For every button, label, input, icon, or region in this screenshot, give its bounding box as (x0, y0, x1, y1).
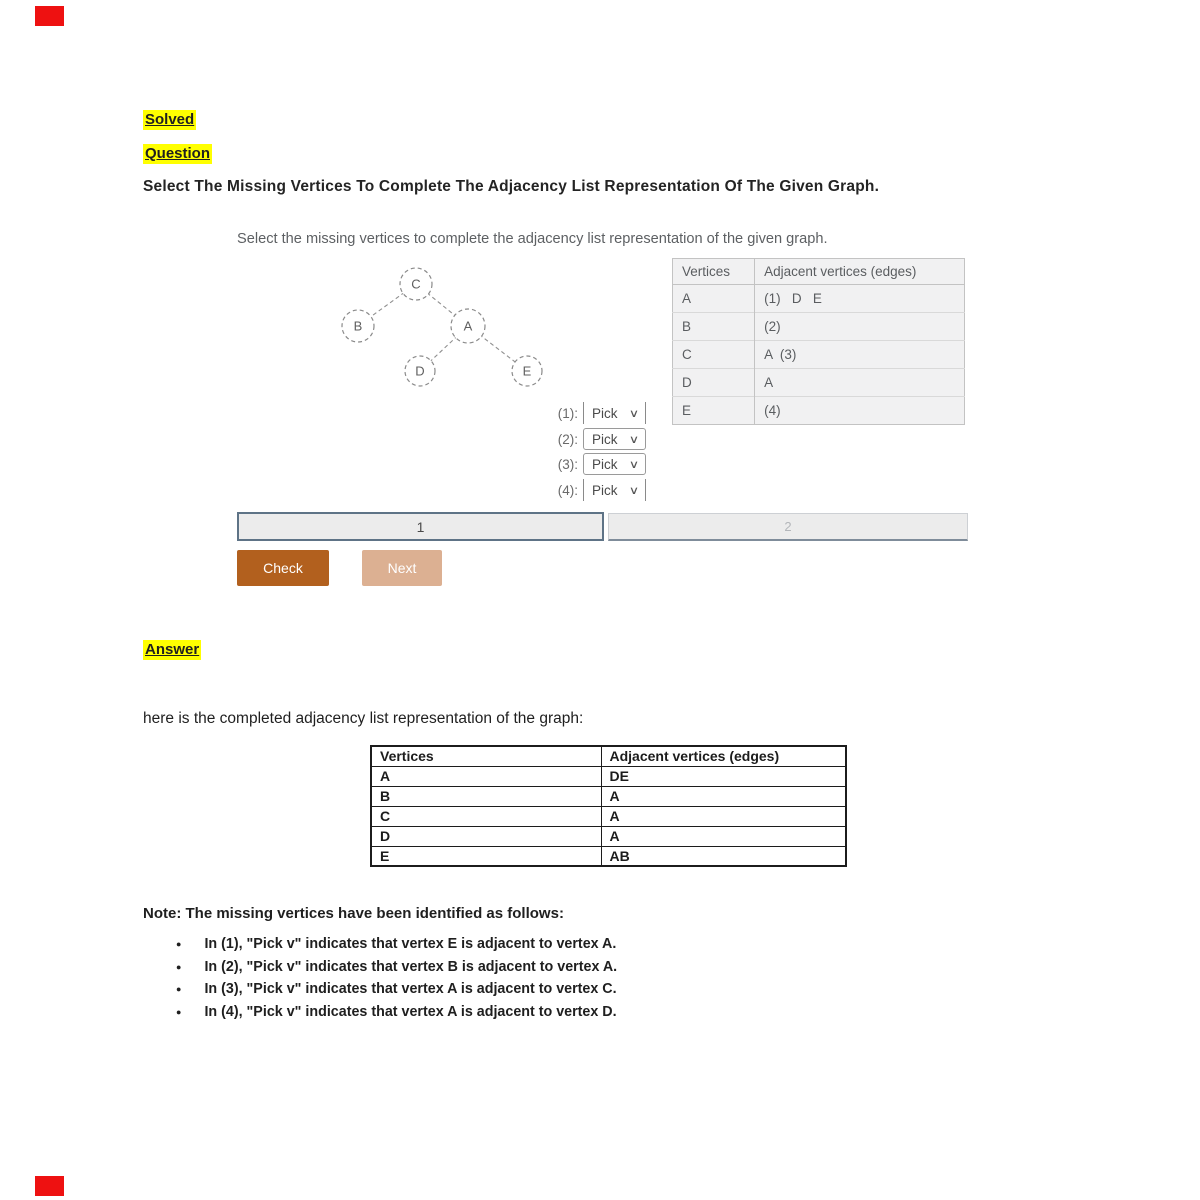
table-cell: D (371, 826, 601, 846)
note-heading: Note: The missing vertices have been identified as follows: (143, 905, 564, 922)
dropdown-label: (1): (557, 405, 578, 421)
table-cell: E (371, 846, 601, 866)
graph-node-label: A (463, 318, 473, 334)
table-row (371, 846, 846, 866)
table-cell: C (673, 341, 755, 369)
table-cell: A (601, 786, 846, 806)
bullet-icon: ● (176, 939, 182, 950)
table-cell: B (673, 313, 755, 341)
answer-intro: here is the completed adjacency list representation of the graph: (143, 710, 584, 727)
table-cell: AB (601, 846, 846, 866)
chevron-down-icon: ∨ (628, 484, 640, 497)
dropdown-row (545, 479, 646, 501)
check-button[interactable]: Check (237, 550, 329, 586)
table-cell: D (673, 369, 755, 397)
dropdown-value: Pick (592, 431, 618, 447)
table-cell: (2) (755, 313, 965, 341)
table-header-row (673, 259, 965, 285)
table-cell: E (673, 397, 755, 425)
solved-heading: Solved (145, 111, 195, 128)
note-bullet-text: In (2), "Pick v" indicates that vertex B is adjacent to vertex A. (204, 958, 618, 975)
answer-heading: Answer (145, 641, 200, 658)
bullet-icon: ● (176, 961, 182, 972)
dropdown-label: (4): (557, 482, 578, 498)
dropdown-row (545, 453, 646, 475)
table-cell: A (601, 806, 846, 826)
note-bullet-item (176, 956, 617, 979)
dropdown-value: Pick (592, 456, 618, 472)
pick-dropdown-1[interactable] (583, 402, 646, 424)
table-row (673, 313, 965, 341)
dropdown-label: (3): (557, 456, 578, 472)
pagination-tab-2[interactable] (608, 513, 968, 541)
chevron-down-icon: ∨ (628, 458, 640, 471)
dropdown-value: Pick (592, 405, 618, 421)
red-marker-top (35, 6, 64, 26)
graph-diagram (330, 256, 565, 401)
note-bullet-item (176, 978, 617, 1001)
question-title: Select The Missing Vertices To Complete The Adjacency List Representation Of The Given Graph. (143, 178, 880, 195)
quiz-adjacency-table (672, 258, 965, 425)
next-button[interactable]: Next (362, 550, 442, 586)
column-header: Vertices (371, 746, 601, 766)
graph-node-label: C (411, 276, 421, 292)
note-bullet-text: In (1), "Pick v" indicates that vertex E is adjacent to vertex A. (204, 936, 617, 953)
table-cell: A (601, 826, 846, 846)
graph-node-label: E (522, 363, 532, 379)
pick-dropdown-3[interactable] (583, 453, 646, 475)
table-row (371, 826, 846, 846)
table-cell: A (371, 766, 601, 786)
dropdown-row (545, 402, 646, 424)
note-bullet-list (176, 933, 617, 1023)
note-bullet-item (176, 1001, 617, 1024)
note-bullet-text: In (3), "Pick v" indicates that vertex A is adjacent to vertex C. (204, 981, 617, 998)
graph-node-label: D (415, 363, 425, 379)
column-header: Adjacent vertices (edges) (601, 746, 846, 766)
table-row (673, 285, 965, 313)
pick-dropdown-2[interactable] (583, 428, 646, 450)
quiz-instruction: Select the missing vertices to complete the adjacency list representation of the given graph. (237, 231, 828, 247)
table-row (371, 806, 846, 826)
table-cell: C (371, 806, 601, 826)
dropdown-row (545, 428, 646, 450)
column-header: Vertices (673, 259, 755, 285)
table-cell: A (755, 369, 965, 397)
table-cell: (4) (755, 397, 965, 425)
table-cell: A (682, 291, 692, 306)
table-cell: DE (601, 766, 846, 786)
chevron-down-icon: ∨ (628, 407, 640, 420)
table-row (371, 766, 846, 786)
table-cell: (1) D E (755, 285, 965, 313)
pagination-tab-1-label: 1 (416, 518, 425, 535)
chevron-down-icon: ∨ (628, 433, 640, 446)
dropdown-value: Pick (592, 482, 618, 498)
pagination-tab-1[interactable] (237, 512, 604, 541)
question-heading: Question (145, 145, 211, 162)
table-cell: B (371, 786, 601, 806)
pagination-tab-2-label: 2 (784, 519, 792, 534)
table-row (371, 786, 846, 806)
table-row (673, 341, 965, 369)
bullet-icon: ● (176, 984, 182, 995)
column-header: Adjacent vertices (edges) (755, 259, 965, 285)
graph-node-label: B (353, 318, 363, 334)
pick-dropdown-4[interactable] (583, 479, 646, 501)
note-bullet-item (176, 933, 617, 956)
dropdown-label: (2): (557, 431, 578, 447)
table-row (673, 369, 965, 397)
table-cell: A (3) (755, 341, 965, 369)
note-bullet-text: In (4), "Pick v" indicates that vertex A is adjacent to vertex D. (204, 1003, 617, 1020)
table-row (673, 397, 965, 425)
bullet-icon: ● (176, 1006, 182, 1017)
answer-adjacency-table (370, 745, 847, 867)
table-header-row (371, 746, 846, 766)
red-marker-bottom (35, 1176, 64, 1196)
